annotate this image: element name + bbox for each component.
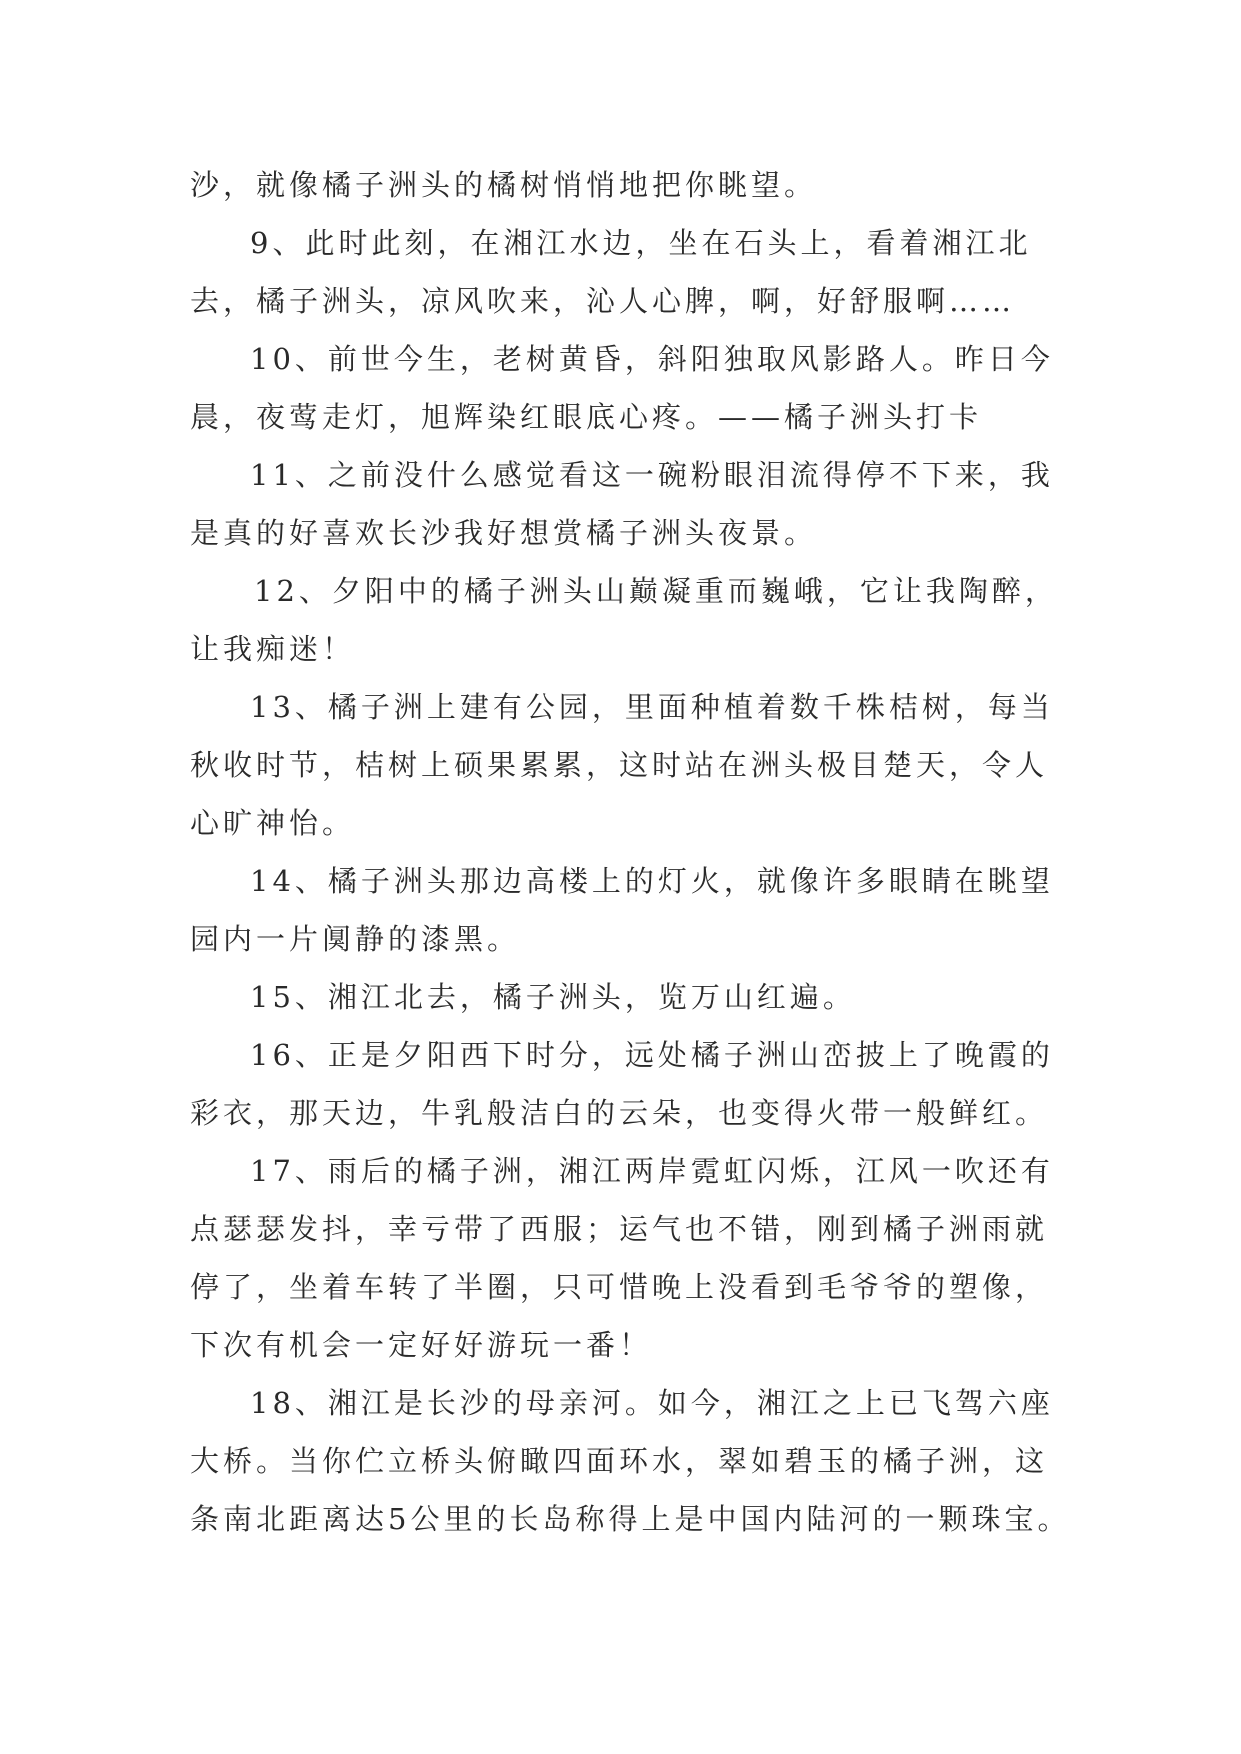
item-14-line-2: 园内一片阒静的漆黑。 bbox=[190, 922, 521, 956]
text-line: 沙，就像橘子洲头的橘树悄悄地把你眺望。 bbox=[190, 168, 818, 202]
item-10-line-1: 10、前世今生，老树黄昏，斜阳独取风影路人。昨日今 bbox=[250, 342, 1054, 376]
item-16-line-2: 彩衣，那天边，牛乳般洁白的云朵，也变得火带一般鲜红。 bbox=[190, 1096, 1049, 1130]
document-body bbox=[190, 156, 1071, 1548]
item-12-line-2: 让我痴迷！ bbox=[190, 632, 356, 666]
item-9-line-1: 9、此时此刻，在湘江水边，坐在石头上，看着湘江北 bbox=[250, 226, 1032, 260]
item-17-line-4: 下次有机会一定好好游玩一番！ bbox=[190, 1328, 653, 1362]
item-15-line-1: 15、湘江北去，橘子洲头，览万山红遍。 bbox=[250, 980, 856, 1014]
item-17-line-2: 点瑟瑟发抖，幸亏带了西服；运气也不错，刚到橘子洲雨就 bbox=[190, 1212, 1049, 1246]
item-18-line-3: 条南北距离达5公里的长岛称得上是中国内陆河的一颗珠宝。 bbox=[190, 1502, 1071, 1536]
item-17-line-1: 17、雨后的橘子洲，湘江两岸霓虹闪烁，江风一吹还有 bbox=[250, 1154, 1054, 1188]
item-9-line-2: 去，橘子洲头，凉风吹来，沁人心脾，啊，好舒服啊…… bbox=[190, 284, 1016, 318]
item-16-line-1: 16、正是夕阳西下时分，远处橘子洲山峦披上了晚霞的 bbox=[250, 1038, 1054, 1072]
item-11-line-1: 11、之前没什么感觉看这一碗粉眼泪流得停不下来，我 bbox=[250, 458, 1054, 492]
item-17-line-3: 停了，坐着车转了半圈，只可惜晚上没看到毛爷爷的塑像， bbox=[190, 1270, 1049, 1304]
item-13-line-2: 秋收时节，桔树上硕果累累，这时站在洲头极目楚天，令人 bbox=[190, 748, 1049, 782]
item-18-line-2: 大桥。当你伫立桥头俯瞰四面环水，翠如碧玉的橘子洲，这 bbox=[190, 1444, 1049, 1478]
item-14-line-1: 14、橘子洲头那边高楼上的灯火，就像许多眼睛在眺望 bbox=[250, 864, 1054, 898]
item-11-line-2: 是真的好喜欢长沙我好想赏橘子洲头夜景。 bbox=[190, 516, 818, 550]
item-13-line-3: 心旷神怡。 bbox=[190, 806, 356, 840]
item-12-line-1: 12、夕阳中的橘子洲头山巅凝重而巍峨，它让我陶醉， bbox=[254, 574, 1058, 608]
item-18-line-1: 18、湘江是长沙的母亲河。如今，湘江之上已飞驾六座 bbox=[250, 1386, 1054, 1420]
item-13-line-1: 13、橘子洲上建有公园，里面种植着数千株桔树，每当 bbox=[250, 690, 1054, 724]
item-10-line-2: 晨，夜莺走灯，旭辉染红眼底心疼。——橘子洲头打卡 bbox=[190, 400, 983, 434]
